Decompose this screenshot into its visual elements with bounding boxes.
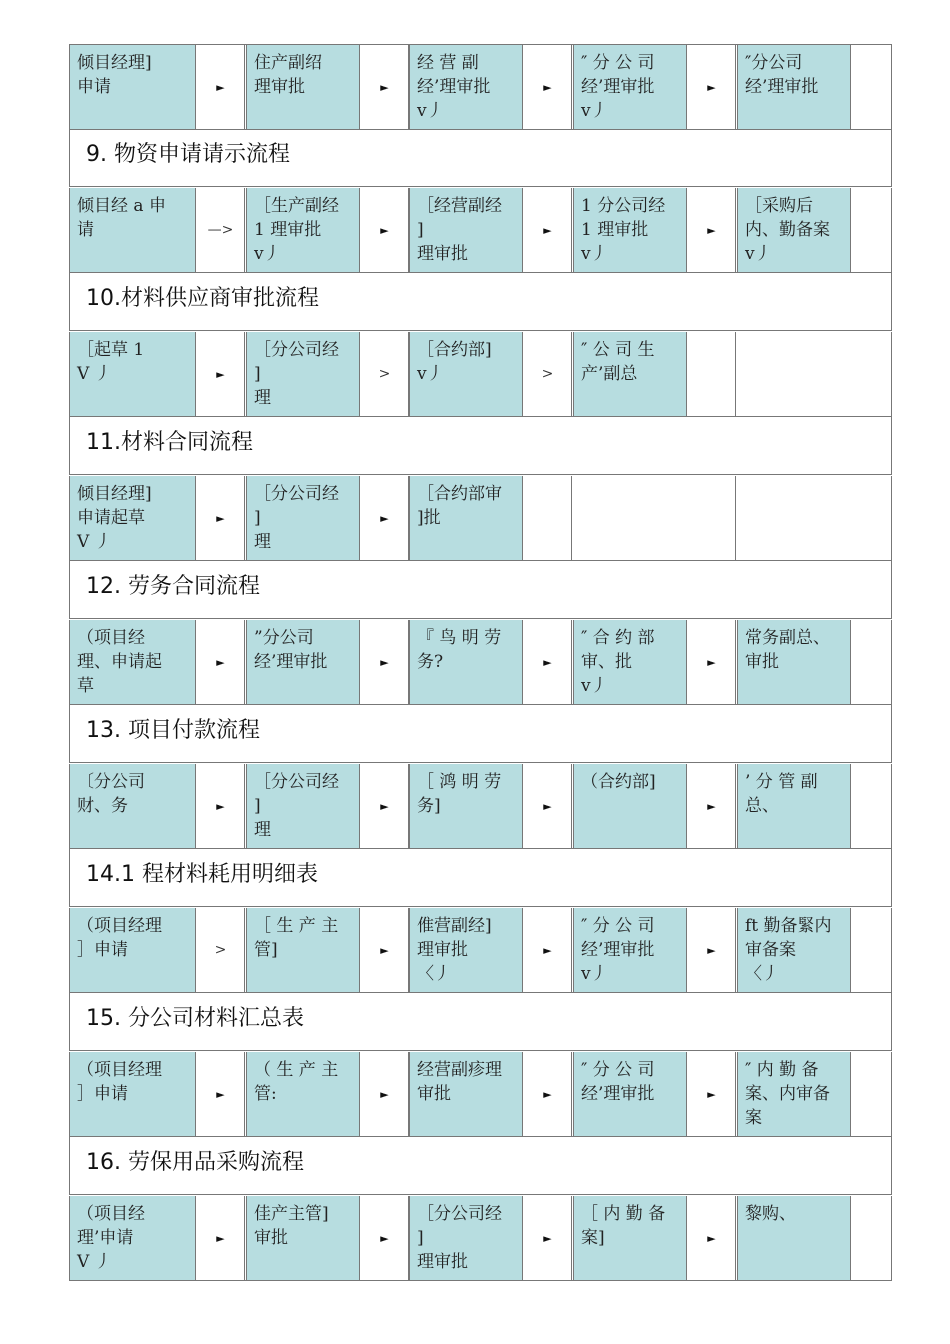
flow-step-box: 倾目经 a 申 请 [70,188,196,272]
flow-row [69,764,892,849]
flow-arrow-icon: ► [197,1052,245,1136]
row-tail-cell [852,188,891,272]
flow-arrow-icon: ► [197,764,245,848]
flowchart-sheet [69,44,892,1284]
flow-row [69,476,892,561]
section-heading-row [69,556,892,619]
flow-step-box: ［ 鸿 明 劳 务] [409,764,523,848]
flow-arrow-icon: —> [197,188,245,272]
flow-arrow-icon: ► [688,908,736,992]
flow-step-box: 经营副疹理 审批 [409,1052,523,1136]
section-heading-row [69,124,892,187]
section-heading-row [69,988,892,1051]
section-heading: 11.材料合同流程 [86,430,253,455]
flow-step-box: ft 勤备緊内 审备案 〈丿 [737,908,851,992]
flow-step-box: 常务副总、 审批 [737,620,851,704]
flow-arrow-icon: > [524,332,572,416]
flow-row [69,620,892,705]
flow-step-box [573,476,687,560]
section-heading-row [69,268,892,331]
flow-step-box: ’ 分 管 副 总、 [737,764,851,848]
flow-arrow-icon: ► [524,1196,572,1280]
flow-arrow-icon: ► [524,764,572,848]
row-tail-cell [852,45,891,129]
flow-step-box: （项目经 理、申请起 草 [70,620,196,704]
flow-row [69,188,892,273]
flow-step-box: ［ 生 产 主 管] [246,908,360,992]
flow-step-box: （项目经 理’申请 V 丿 [70,1196,196,1280]
flow-step-box: 倾目经理] 申请起草 V 丿 [70,476,196,560]
flow-step-box: ［ 内 勤 备 案] [573,1196,687,1280]
flow-arrow-icon: ► [688,1052,736,1136]
flow-step-box: ［采购后 内、勤备案 v丿 [737,188,851,272]
flow-step-box: 佳产主管] 审批 [246,1196,360,1280]
flow-arrow-icon: ► [361,1052,409,1136]
flow-arrow-icon: ► [688,45,736,129]
flow-step-box: ″ 公 司 生 产’副总 [573,332,687,416]
section-heading: 12. 劳务合同流程 [86,574,260,599]
flow-step-box: ［经营副经 ] 理审批 [409,188,523,272]
flow-arrow-icon: ► [524,45,572,129]
row-tail-cell [852,620,891,704]
section-heading: 10.材料供应商审批流程 [86,286,319,311]
flow-arrow-icon: ► [197,332,245,416]
flow-row [69,332,892,417]
flow-row [69,908,892,993]
flow-arrow-icon: ► [688,620,736,704]
flow-step-box: 1 分公司经 1 理审批 v丿 [573,188,687,272]
flow-arrow-icon: ► [688,1196,736,1280]
flow-step-box: （项目经理 ］申请 [70,1052,196,1136]
flow-arrow-icon: ► [524,908,572,992]
flow-step-box: ″分公司 经’理审批 [737,45,851,129]
flow-row [69,1196,892,1281]
flow-row [69,44,892,130]
flow-arrow-icon: ► [688,188,736,272]
flow-step-box: ”分公司 经’理审批 [246,620,360,704]
flow-step-box: 『 鸟 明 劳 务? [409,620,523,704]
flow-arrow-icon: ► [197,45,245,129]
section-heading-row [69,1132,892,1195]
flow-step-box: 经 营 副 经’理审批 v丿 [409,45,523,129]
flow-step-box [737,476,851,560]
flow-step-box: 住产副绍 理审批 [246,45,360,129]
flow-row [69,1052,892,1137]
flow-step-box: ［分公司经 ] 理 [246,332,360,416]
section-heading: 14.1 程材料耗用明细表 [86,862,318,887]
row-tail-cell [852,764,891,848]
flow-step-box: ″ 分 公 司 经’理审批 [573,1052,687,1136]
section-heading: 9. 物资申请请示流程 [86,142,290,167]
row-tail-cell [852,332,891,416]
flow-step-box: ″ 内 勤 备 案、内审备 案 [737,1052,851,1136]
row-tail-cell [852,908,891,992]
flow-step-box: （合约部] [573,764,687,848]
flow-arrow-icon: ► [197,620,245,704]
flow-arrow-icon: ► [197,476,245,560]
row-tail-cell [852,1196,891,1280]
flow-step-box: ［分公司经 ] 理 [246,764,360,848]
flow-step-box [737,332,851,416]
flow-step-box: 倠营副经] 理审批 〈丿 [409,908,523,992]
flow-arrow-icon: ► [524,620,572,704]
flow-arrow-icon: ► [524,1052,572,1136]
flow-arrow-icon: > [197,908,245,992]
section-heading: 16. 劳保用品采购流程 [86,1150,304,1175]
flow-step-box: ［合约部] v丿 [409,332,523,416]
flow-step-box: ［分公司经 ] 理 [246,476,360,560]
flow-step-box: 倾目经理] 申请 [70,45,196,129]
flow-step-box: ［起草 1 V 丿 [70,332,196,416]
flow-step-box: 〔分公司 财、务 [70,764,196,848]
flow-arrow-icon: ► [361,620,409,704]
flow-arrow-icon: ► [361,45,409,129]
flow-arrow-icon: ► [524,188,572,272]
flow-arrow-icon [524,476,572,560]
flow-step-box: ″ 分 公 司 经’理审批 v丿 [573,45,687,129]
flow-arrow-icon: ► [361,188,409,272]
flow-arrow-icon [688,476,736,560]
section-heading: 13. 项目付款流程 [86,718,260,743]
flow-step-box: ［合约部审 ]批 [409,476,523,560]
flow-step-box: ［生产副经 1 理审批 v丿 [246,188,360,272]
flow-arrow-icon: ► [361,764,409,848]
row-tail-cell [852,476,891,560]
section-heading-row [69,412,892,475]
flow-arrow-icon: ► [361,908,409,992]
section-heading: 15. 分公司材料汇总表 [86,1006,304,1031]
flow-arrow-icon: ► [688,764,736,848]
flow-arrow-icon: ► [197,1196,245,1280]
flow-arrow-icon: > [361,332,409,416]
flow-step-box: ″ 合 约 部 审、批 v丿 [573,620,687,704]
flow-arrow-icon [688,332,736,416]
row-tail-cell [852,1052,891,1136]
section-heading-row [69,700,892,763]
flow-step-box: 黎购、 [737,1196,851,1280]
flow-step-box: ″ 分 公 司 经’理审批 v丿 [573,908,687,992]
flow-step-box: ［分公司经 ] 理审批 [409,1196,523,1280]
section-heading-row [69,844,892,907]
flow-step-box: （ 生 产 主 管: [246,1052,360,1136]
flow-step-box: （项目经理 ］申请 [70,908,196,992]
flow-arrow-icon: ► [361,1196,409,1280]
flow-arrow-icon: ► [361,476,409,560]
